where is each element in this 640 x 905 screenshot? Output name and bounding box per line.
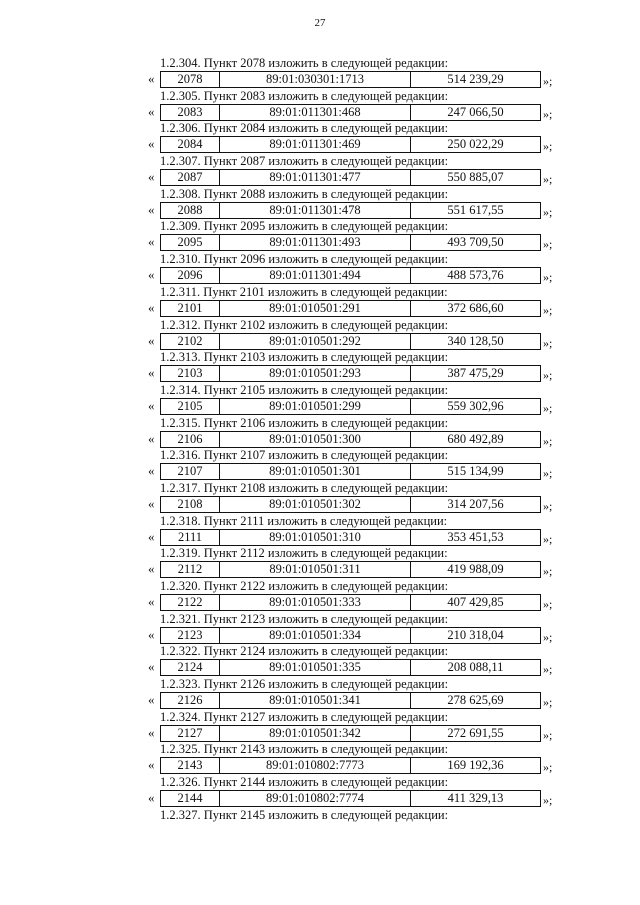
item-number-cell: 2083 (161, 105, 220, 120)
amendment-entry (0, 416, 640, 449)
value-cell: 488 573,76 (447, 268, 504, 283)
item-number-cell: 2103 (161, 366, 220, 381)
amendment-heading: 1.2.318. Пункт 2111 изложить в следующей редакции: (160, 513, 448, 528)
amendment-heading: 1.2.324. Пункт 2127 изложить в следующей редакции: (160, 709, 449, 724)
item-number-cell: 2144 (161, 791, 220, 806)
close-quote: »; (543, 74, 553, 88)
value-cell: 210 318,04 (447, 627, 504, 642)
cadastral-number-cell: 89:01:010501:341 (220, 693, 411, 708)
table-row (160, 594, 541, 611)
open-quote: « (148, 299, 155, 315)
amendment-row (0, 757, 640, 774)
amendment-heading: 1.2.320. Пункт 2122 изложить в следующей редакции: (160, 579, 449, 593)
open-quote: « (148, 463, 155, 479)
cadastral-number-cell: 89:01:011301:493 (220, 235, 411, 250)
open-quote: « (148, 430, 155, 446)
table-row (160, 561, 541, 578)
amendment-entry (0, 121, 640, 154)
cadastral-number-cell: 89:01:010802:7773 (220, 758, 411, 773)
close-quote: »; (543, 727, 553, 742)
item-number-cell: 2087 (161, 170, 220, 185)
close-quote: »; (543, 270, 553, 285)
open-quote: « (148, 594, 155, 609)
table-row (160, 267, 541, 284)
close-quote: »; (543, 106, 553, 121)
table-row (160, 300, 541, 317)
cadastral-number-cell: 89:01:010501:293 (220, 366, 411, 381)
table-row (160, 431, 541, 448)
cadastral-number-cell: 89:01:010501:335 (220, 660, 411, 675)
cadastral-number-cell: 89:01:010501:342 (220, 726, 411, 741)
open-quote: « (148, 267, 155, 283)
amendment-entry (0, 742, 640, 775)
amendment-entry (0, 808, 640, 841)
item-number-cell: 2078 (161, 72, 220, 87)
amendment-row (0, 267, 640, 284)
value-cell: 272 691,55 (447, 725, 504, 740)
item-number-cell: 2102 (161, 334, 220, 349)
cadastral-number-cell: 89:01:010501:301 (220, 464, 411, 479)
amendment-entry (0, 187, 640, 220)
amendment-heading: 1.2.305. Пункт 2083 изложить в следующей редакции: (160, 88, 449, 103)
amendment-entry (0, 383, 640, 416)
value-cell: 411 329,13 (447, 791, 504, 806)
open-quote: « (148, 332, 155, 348)
amendment-heading: 1.2.304. Пункт 2078 изложить в следующей редакции: (160, 56, 449, 70)
amendment-entry (0, 56, 640, 89)
amendment-entry (0, 514, 640, 547)
amendment-row (0, 104, 640, 121)
value-cell: 278 625,69 (447, 693, 504, 708)
cadastral-number-cell: 89:01:010501:311 (220, 562, 411, 577)
close-quote: »; (543, 531, 553, 546)
value-cell: 680 492,89 (447, 431, 504, 446)
close-quote: »; (543, 139, 553, 154)
item-number-cell: 2122 (161, 595, 220, 610)
amendment-heading: 1.2.326. Пункт 2144 изложить в следующей редакции: (160, 775, 449, 790)
close-quote: »; (543, 368, 553, 383)
table-row (160, 692, 541, 709)
amendment-entry (0, 546, 640, 579)
amendment-row (0, 333, 640, 350)
close-quote: »; (543, 302, 553, 317)
item-number-cell: 2112 (161, 562, 220, 577)
amendment-entry (0, 448, 640, 481)
item-number-cell: 2088 (161, 203, 220, 218)
item-number-cell: 2107 (161, 464, 220, 479)
value-cell: 169 192,36 (447, 758, 504, 773)
table-row (160, 136, 541, 153)
cadastral-number-cell: 89:01:010501:292 (220, 334, 411, 349)
value-cell: 559 302,96 (447, 398, 504, 413)
close-quote: »; (543, 237, 553, 252)
value-cell: 372 686,60 (447, 300, 504, 315)
page-number: 27 (314, 17, 326, 29)
close-quote: »; (543, 204, 553, 219)
amendment-entry (0, 252, 640, 285)
amendment-entry (0, 285, 640, 318)
close-quote: »; (543, 597, 553, 611)
item-number-cell: 2111 (161, 530, 220, 545)
amendment-row (0, 169, 640, 186)
amendment-row (0, 431, 640, 448)
amendment-entry (0, 579, 640, 612)
amendment-heading: 1.2.311. Пункт 2101 изложить в следующей редакции: (160, 284, 448, 299)
amendment-row (0, 529, 640, 546)
amendment-row (0, 561, 640, 578)
close-quote: »; (543, 466, 553, 481)
cadastral-number-cell: 89:01:011301:477 (220, 170, 411, 185)
close-quote: »; (543, 629, 553, 644)
amendment-heading: 1.2.323. Пункт 2126 изложить в следующей редакции: (160, 677, 449, 692)
value-cell: 314 207,56 (447, 496, 504, 511)
close-quote: »; (543, 433, 553, 448)
value-cell: 407 429,85 (447, 595, 504, 609)
table-row (160, 627, 541, 644)
open-quote: « (148, 201, 155, 217)
value-cell: 493 709,50 (447, 235, 504, 250)
amendment-entry (0, 677, 640, 710)
amendment-heading: 1.2.327. Пункт 2145 изложить в следующей редакции: (160, 807, 449, 822)
amendment-entry (0, 154, 640, 187)
close-quote: »; (543, 335, 553, 350)
cadastral-number-cell: 89:01:010802:7774 (220, 791, 411, 806)
open-quote: « (148, 561, 155, 577)
value-cell: 353 451,53 (447, 529, 504, 544)
amendment-row (0, 398, 640, 415)
table-row (160, 234, 541, 251)
cadastral-number-cell: 89:01:010501:299 (220, 399, 411, 414)
cadastral-number-cell: 89:01:011301:478 (220, 203, 411, 218)
table-row (160, 463, 541, 480)
cadastral-number-cell: 89:01:010501:302 (220, 497, 411, 512)
open-quote: « (148, 103, 155, 119)
cadastral-number-cell: 89:01:011301:469 (220, 137, 411, 152)
amendment-heading: 1.2.316. Пункт 2107 изложить в следующей редакции: (160, 448, 449, 463)
cadastral-number-cell: 89:01:010501:333 (220, 595, 411, 610)
table-row (160, 104, 541, 121)
amendment-heading: 1.2.321. Пункт 2123 изложить в следующей редакции: (160, 611, 449, 626)
amendment-heading: 1.2.319. Пункт 2112 изложить в следующей редакции: (160, 546, 448, 561)
amendment-entry (0, 710, 640, 743)
table-row (160, 790, 541, 807)
open-quote: « (148, 169, 155, 185)
value-cell: 208 088,11 (447, 660, 504, 675)
value-cell: 250 022,29 (447, 137, 504, 152)
cadastral-number-cell: 89:01:030301:1713 (220, 72, 411, 87)
open-quote: « (148, 136, 155, 152)
item-number-cell: 2105 (161, 399, 220, 414)
open-quote: « (148, 528, 155, 544)
cadastral-number-cell: 89:01:010501:334 (220, 628, 411, 643)
open-quote: « (148, 71, 155, 86)
item-number-cell: 2126 (161, 693, 220, 708)
value-cell: 247 066,50 (447, 104, 504, 119)
amendment-row (0, 659, 640, 676)
open-quote: « (148, 790, 155, 806)
close-quote: »; (543, 172, 553, 187)
amendment-heading: 1.2.309. Пункт 2095 изложить в следующей редакции: (160, 219, 449, 234)
amendment-entry (0, 219, 640, 252)
open-quote: « (148, 757, 155, 773)
item-number-cell: 2124 (161, 660, 220, 675)
close-quote: »; (543, 498, 553, 513)
amendment-entry (0, 89, 640, 122)
open-quote: « (148, 397, 155, 413)
table-row (160, 365, 541, 382)
open-quote: « (148, 692, 155, 708)
table-row (160, 71, 541, 88)
amendment-heading: 1.2.308. Пункт 2088 изложить в следующей редакции: (160, 186, 449, 201)
amendment-heading: 1.2.314. Пункт 2105 изложить в следующей редакции: (160, 382, 449, 397)
amendment-heading: 1.2.312. Пункт 2102 изложить в следующей редакции: (160, 317, 449, 332)
amendment-heading: 1.2.307. Пункт 2087 изложить в следующей редакции: (160, 154, 449, 169)
amendment-row (0, 300, 640, 317)
table-row (160, 529, 541, 546)
table-row (160, 725, 541, 742)
amendment-heading: 1.2.315. Пункт 2106 изложить в следующей редакции: (160, 415, 449, 430)
amendment-heading: 1.2.317. Пункт 2108 изложить в следующей редакции: (160, 480, 449, 495)
amendment-entry (0, 481, 640, 514)
table-row (160, 659, 541, 676)
open-quote: « (148, 234, 155, 250)
amendment-row (0, 594, 640, 611)
open-quote: « (148, 626, 155, 642)
open-quote: « (148, 659, 155, 675)
value-cell: 515 134,99 (447, 464, 504, 479)
value-cell: 551 617,55 (447, 202, 504, 217)
amendment-row (0, 725, 640, 742)
value-cell: 387 475,29 (447, 366, 504, 381)
amendment-entry (0, 318, 640, 351)
table-row (160, 169, 541, 186)
cadastral-number-cell: 89:01:010501:310 (220, 530, 411, 545)
amendments-list (0, 56, 640, 841)
table-row (160, 757, 541, 774)
amendment-entry (0, 350, 640, 383)
amendment-row (0, 692, 640, 709)
amendment-row (0, 202, 640, 219)
open-quote: « (148, 724, 155, 740)
close-quote: »; (543, 400, 553, 415)
value-cell: 550 885,07 (447, 170, 504, 185)
open-quote: « (148, 365, 155, 381)
amendment-row (0, 136, 640, 153)
close-quote: »; (543, 760, 553, 775)
amendment-entry (0, 644, 640, 677)
amendment-row (0, 496, 640, 513)
value-cell: 419 988,09 (447, 562, 504, 577)
amendment-row (0, 627, 640, 644)
amendment-row (0, 71, 640, 88)
item-number-cell: 2095 (161, 235, 220, 250)
item-number-cell: 2143 (161, 758, 220, 773)
cadastral-number-cell: 89:01:011301:468 (220, 105, 411, 120)
open-quote: « (148, 495, 155, 511)
item-number-cell: 2096 (161, 268, 220, 283)
amendment-row (0, 463, 640, 480)
close-quote: »; (543, 564, 553, 579)
amendment-entry (0, 775, 640, 808)
table-row (160, 496, 541, 513)
cadastral-number-cell: 89:01:010501:300 (220, 432, 411, 447)
amendment-heading: 1.2.306. Пункт 2084 изложить в следующей редакции: (160, 121, 449, 136)
cadastral-number-cell: 89:01:011301:494 (220, 268, 411, 283)
table-row (160, 333, 541, 350)
amendment-entry (0, 612, 640, 645)
amendment-heading: 1.2.325. Пункт 2143 изложить в следующей редакции: (160, 742, 449, 757)
table-row (160, 398, 541, 415)
amendment-heading: 1.2.313. Пункт 2103 изложить в следующей редакции: (160, 350, 449, 365)
amendment-row (0, 365, 640, 382)
cadastral-number-cell: 89:01:010501:291 (220, 301, 411, 316)
close-quote: »; (543, 793, 553, 808)
close-quote: »; (543, 662, 553, 677)
value-cell: 340 128,50 (447, 333, 504, 348)
item-number-cell: 2084 (161, 137, 220, 152)
item-number-cell: 2108 (161, 497, 220, 512)
item-number-cell: 2123 (161, 628, 220, 643)
value-cell: 514 239,29 (447, 72, 504, 86)
item-number-cell: 2101 (161, 301, 220, 316)
item-number-cell: 2106 (161, 432, 220, 447)
table-row (160, 202, 541, 219)
amendment-heading: 1.2.310. Пункт 2096 изложить в следующей редакции: (160, 252, 449, 267)
amendment-heading: 1.2.322. Пункт 2124 изложить в следующей редакции: (160, 644, 449, 659)
amendment-row (0, 234, 640, 251)
item-number-cell: 2127 (161, 726, 220, 741)
amendment-row (0, 790, 640, 807)
close-quote: »; (543, 695, 553, 710)
